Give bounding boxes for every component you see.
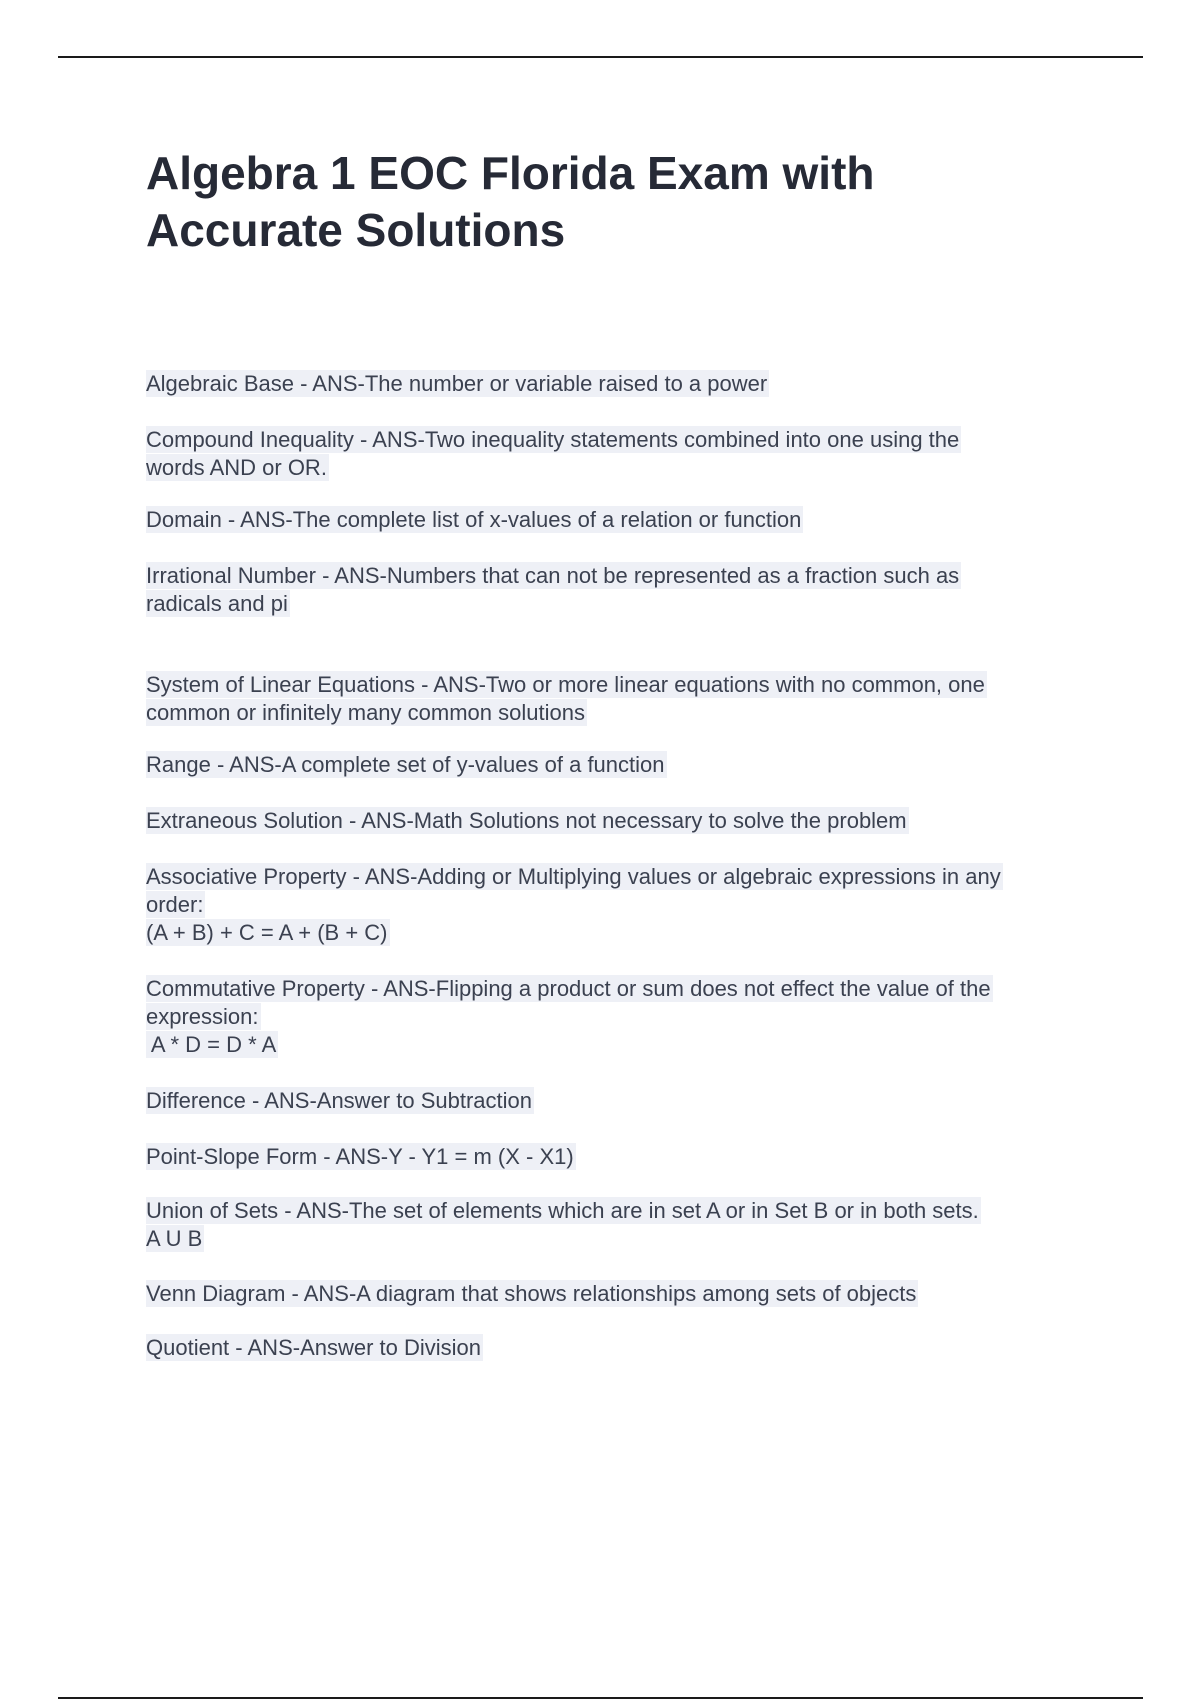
page-title-line-2: Accurate Solutions bbox=[146, 204, 566, 256]
entry-line: A * D = D * A bbox=[146, 1032, 277, 1057]
list-item bbox=[146, 1087, 1106, 1114]
entry-line: (A + B) + C = A + (B + C) bbox=[146, 920, 388, 945]
entry-line: words AND or OR. bbox=[146, 455, 327, 480]
entry-line: Algebraic Base - ANS-The number or variable raised to a power bbox=[146, 371, 768, 396]
list-item bbox=[146, 751, 1106, 778]
list-item bbox=[146, 506, 1106, 533]
entry-line: radicals and pi bbox=[146, 591, 288, 616]
list-item bbox=[146, 863, 1106, 946]
bottom-rule bbox=[58, 1697, 1143, 1699]
list-item bbox=[146, 1143, 1106, 1170]
list-item bbox=[146, 671, 1106, 726]
entry-line: order: bbox=[146, 892, 204, 917]
entry-line: Irrational Number - ANS-Numbers that can not be represented as a fraction such as bbox=[146, 563, 960, 588]
list-item bbox=[146, 1197, 1106, 1252]
definition-list bbox=[146, 370, 1106, 1362]
entry-line: Compound Inequality - ANS-Two inequality statements combined into one using the bbox=[146, 427, 960, 452]
entry-line: Difference - ANS-Answer to Subtraction bbox=[146, 1088, 532, 1113]
page-title bbox=[146, 145, 1046, 259]
list-item bbox=[146, 370, 1106, 397]
entry-line: Commutative Property - ANS-Flipping a product or sum does not effect the value of the bbox=[146, 976, 991, 1001]
list-item bbox=[146, 562, 1106, 617]
list-item bbox=[146, 1334, 1106, 1361]
entry-line: Point-Slope Form - ANS-Y - Y1 = m (X - X1) bbox=[146, 1144, 574, 1169]
entry-line: Quotient - ANS-Answer to Division bbox=[146, 1335, 482, 1360]
list-item bbox=[146, 1280, 1106, 1307]
page-title-line-1: Algebra 1 EOC Florida Exam with bbox=[146, 147, 875, 199]
list-item bbox=[146, 807, 1106, 834]
top-rule bbox=[58, 56, 1143, 58]
entry-line: Range - ANS-A complete set of y-values of a function bbox=[146, 752, 665, 777]
entry-line: Domain - ANS-The complete list of x-values of a relation or function bbox=[146, 507, 802, 532]
entry-line: A U B bbox=[146, 1226, 203, 1251]
list-item bbox=[146, 975, 1106, 1058]
entry-line: Union of Sets - ANS-The set of elements which are in set A or in Set B or in both sets. bbox=[146, 1198, 979, 1223]
list-item bbox=[146, 426, 1106, 481]
entry-line: System of Linear Equations - ANS-Two or more linear equations with no common, one bbox=[146, 672, 985, 697]
entry-line: common or infinitely many common solutions bbox=[146, 700, 585, 725]
entry-line: Venn Diagram - ANS-A diagram that shows relationships among sets of objects bbox=[146, 1281, 917, 1306]
entry-line: expression: bbox=[146, 1004, 259, 1029]
entry-line: Associative Property - ANS-Adding or Multiplying values or algebraic expressions in any bbox=[146, 864, 1001, 889]
entry-line: Extraneous Solution - ANS-Math Solutions not necessary to solve the problem bbox=[146, 808, 907, 833]
